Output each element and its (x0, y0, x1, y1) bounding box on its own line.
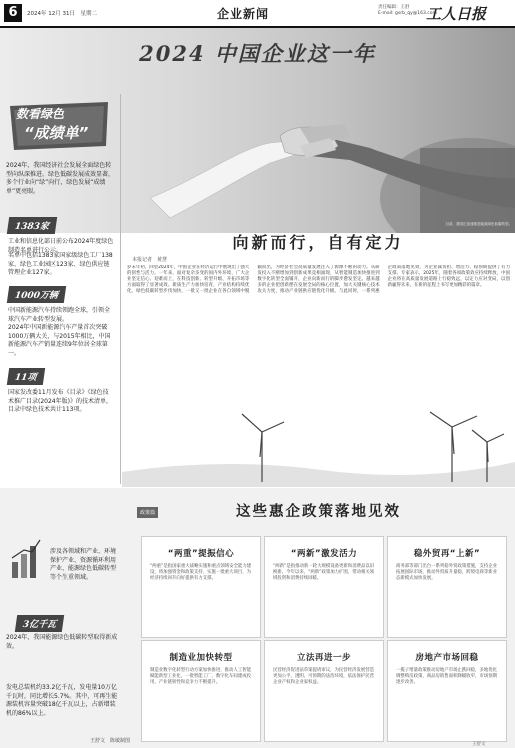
policy-card-title: 制造业加快转型 (169, 653, 233, 663)
editor-line: E-mail: gsrb_qy@163.com (378, 11, 437, 16)
banner-title-line1: 数看绿色 (16, 107, 65, 121)
policy-card (387, 536, 507, 638)
policy-card-body: “两新”是指推动新一轮大规模设备更新和消费品以旧换新。今年以来，“两新”政策加力扩围，带动相关领域投资和消费持续回暖。 (273, 564, 375, 582)
stat-block (8, 320, 114, 358)
policy-card (264, 640, 384, 742)
article-byline: 本报记者 黄慧 (132, 257, 168, 263)
stat-text: 名单中包括1383家国家级绿色工厂138家、绿色工业园区123家、绿色供应链管理企业127家。 (8, 252, 113, 276)
page-number: 6 (4, 4, 22, 22)
graphic-credit: 王舒文 陈敏制图 (90, 738, 131, 744)
policy-card-title: 稳外贸再“上新” (413, 549, 481, 559)
stat-block (8, 283, 114, 324)
policy-card-title: “两重”提振信心 (167, 549, 235, 559)
policy-card-title: 房地产市场回稳 (415, 653, 479, 663)
policy-card-body: 商务部等部门出台一系列稳外贸政策措施，支持企业拓展国际市场，推动外贸质升量稳，跨境电商等新业态新模式加快发展。 (396, 564, 497, 582)
editor-line: 责任编辑：王舒 (378, 5, 410, 10)
page-main-title: 2024 中国企业这一年 (139, 41, 376, 66)
policy-card (141, 536, 261, 638)
section-title: 企业新闻 (217, 7, 270, 21)
chart-decoration-icon (10, 538, 42, 580)
policy-card (141, 640, 261, 742)
stat-number: 1383家 (7, 217, 57, 234)
stat-block (8, 248, 114, 278)
policy-section-title: 这些惠企政策落地见效 (236, 504, 401, 520)
stat-text: 工业和信息化部日前公布2024年度绿色制造名单进行公示。 (8, 238, 114, 254)
author-credit: 王舒文 (472, 742, 486, 747)
photo-caption: 目前，我国正加速推进能源绿色低碳转型。 (445, 222, 512, 226)
article-headline: 向新而行，自有定力 (232, 233, 404, 252)
stat-number-badge (16, 612, 63, 632)
policy-card-title: “两新”激发活力 (290, 549, 358, 559)
policy-card (264, 536, 384, 638)
stat-number: 1000万辆 (7, 286, 66, 303)
policy-tag: 政策篇 (137, 507, 158, 518)
stat-text: 国家发改委11月发布《目录》《绿色技术推广目录(2024年版)》的技术清单，目录中绿色技术共计113项。 (8, 389, 112, 413)
policy-card-body: 制造业数字化转型行动方案加快推进，推动人工智能赋能新型工业化，一批智能工厂、数字化车间建成投用，产业链韧性和竞争力不断提升。 (150, 668, 251, 686)
article-body: 岁末年初，回望2024年，中国企业在经济运行中展现出了强大的韧性与活力。一年来，面对复杂多变的国内外环境，广大企业坚定信心、迎难而上，在科技创新、转型升级、开拓市场等方面取得了显著成效。新质生产力加快培育，产业结构持续优化，绿色低碳转型步伐加快，一批又一批企业在各自领域中脱颖而出，为经济社会高质量发展注入了源源不断的动力。从研发投入不断增加到创新成果竞相涌现，从智能制造加快推进到数字化转型全面铺开，企业向新而行的脚步愈发坚定。越来越多的企业把创新摆在发展全局的核心位置，加大关键核心技术攻关力度，推动产业链供应链优化升级。与此同时，一系列惠企政策落地见效，为企业减负担、增活力、稳预期提供了有力支撑。专家表示，2025年，随着各项政策效应持续释放，中国企业将在高质量发展道路上行稳致远，以定力应对变局，以创新赢得未来，在新的征程上书写更加精彩的篇章。 (127, 265, 510, 294)
policy-card-body: “两重”是指国家重大战略实施和重点领域安全能力建设，将加强资金和政策支持，实施一批重大项目，为经济持续回升向好提供有力支撑。 (150, 564, 252, 582)
issue-date: 2024年 12月 31日 星期二 (27, 11, 97, 17)
stat-number: 11项 (7, 368, 45, 385)
policy-card-body: 民营经济促进法草案提请审议，为民营经济发展营造更加公平、透明、可预期的法治环境，依法保护民营企业产权和企业家权益。 (273, 668, 374, 686)
stat-text: 2024年中国新能源汽车产量首次突破1000万辆大关，与2015年相比，中国新能源汽车产销量连续9年位居全球第一。 (8, 324, 111, 357)
policy-card (387, 640, 507, 742)
left-intro-text: 2024年，我国经济社会发展全面绿色转型向纵深推进。绿色低碳发展成效显著，多个行业向“绿”向行，绿色发展“成绩单”更亮眼。 (6, 162, 115, 195)
policy-side-text: 涉及各领域和产业、环境保护产业、资源循环利用产业、能源绿色低碳转型等个生重领域。 (50, 548, 117, 581)
policy-card-title: 立法再进一步 (296, 653, 351, 663)
stat-number: 3亿千瓦 (15, 615, 65, 632)
newspaper-logo: 工人日报 (426, 5, 487, 23)
stat-text: 中国新能源汽车持续领跑全球，引领全球汽车产业转型发展。 (8, 307, 111, 323)
stat-block (8, 365, 114, 415)
policy-card-body: 一揽子增量政策推动房地产市场止跌回稳，多地优化调整购房政策，商品房销售面积降幅收窄，市场预期逐步改善。 (396, 668, 497, 686)
stat-text: 发电总装机约33.2亿千瓦，发电量10万亿千瓦时，同比增长5.7%。其中，可再生能源装机容量突破18亿千瓦以上，占新增装机的86%以上。 (6, 684, 118, 717)
wind-turbine-illustration (122, 402, 515, 487)
column-divider (120, 94, 121, 484)
banner-title-line2: “成绩单” (24, 124, 89, 142)
stat-text: 2024年，我国能源绿色低碳转型取得新成效。 (6, 634, 118, 650)
